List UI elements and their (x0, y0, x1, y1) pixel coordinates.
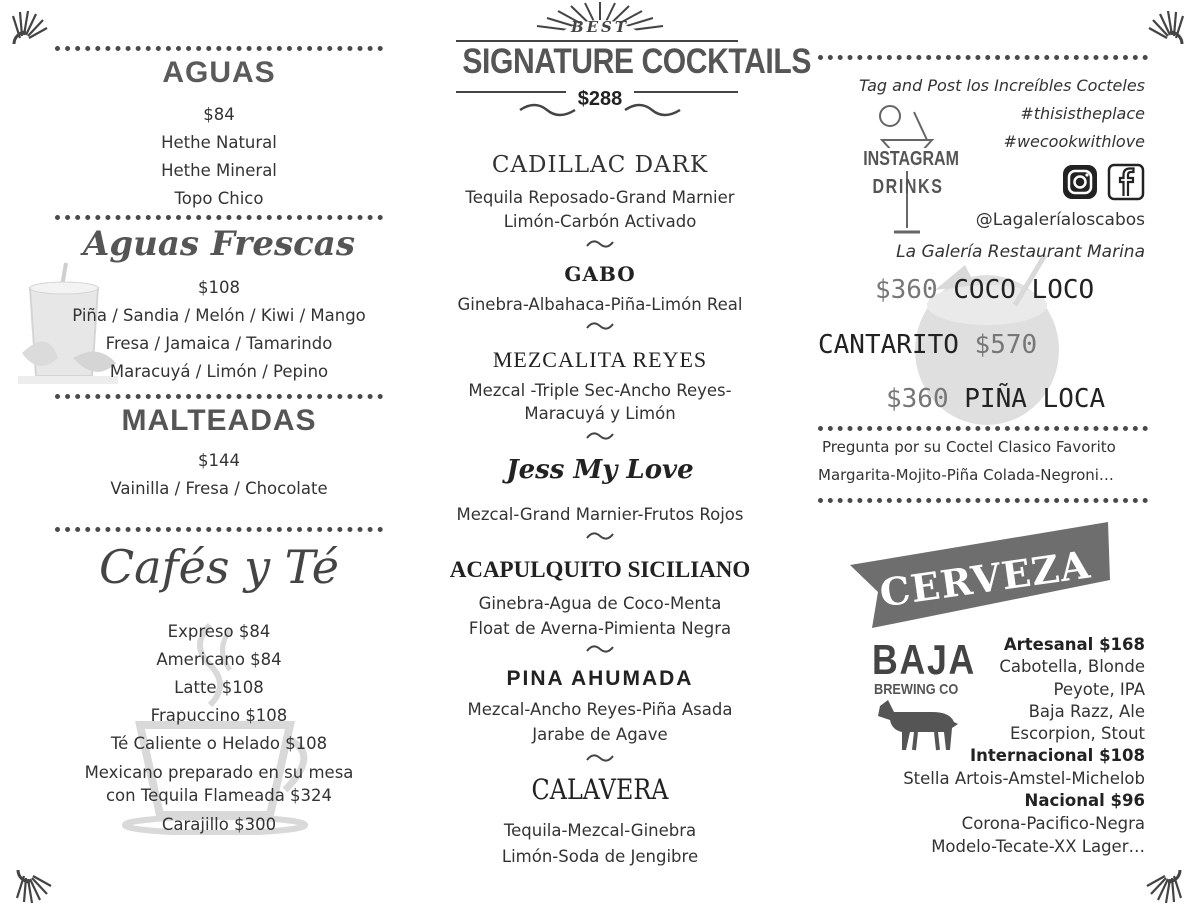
cocktail-name: ACAPULQUITO SICILIANO (449, 557, 751, 582)
cocktail-name: GABO (564, 262, 636, 286)
beer-item: Modelo-Tecate-XX Lager… (931, 837, 1145, 856)
hashtag: #wecookwithlove (1003, 132, 1145, 151)
cafes-item: Latte $108 (174, 678, 264, 697)
cocktail-desc: Limón-Soda de Jengibre (501, 847, 699, 866)
facebook-icon[interactable] (1107, 163, 1145, 201)
beer-item: Peyote, IPA (1053, 680, 1145, 699)
signature-rule-bottom (456, 91, 566, 93)
swirl-separator-icon (585, 530, 615, 542)
divider-dotted (55, 46, 383, 51)
divider-dotted (55, 394, 383, 399)
divider-dotted (818, 55, 1148, 60)
swirl-separator-icon (585, 238, 615, 250)
instagram-logo-line2: DRINKS (872, 176, 944, 198)
donkey-icon (872, 698, 964, 753)
instagram-logo-line1: INSTAGRAM (863, 148, 959, 170)
cerveza-title: CERVEZA (876, 541, 1094, 616)
signature-title: SIGNATURE COCKTAILS (462, 42, 811, 81)
aguas-item: Hethe Natural (161, 133, 277, 152)
special-name: COCO LOCO (953, 275, 1095, 305)
cocktail-name: CALAVERA (531, 773, 669, 806)
special-price: $570 (974, 330, 1038, 360)
cafes-item: con Tequila Flameada $324 (105, 786, 333, 805)
corner-ornament-top-right (1146, 8, 1186, 48)
aguas-frescas-line: Maracuyá / Limón / Pepino (109, 362, 329, 381)
clasico-line: Margarita-Mojito-Piña Colada-Negroni… (818, 466, 1114, 484)
cocktail-desc: Mezcal -Triple Sec-Ancho Reyes- (468, 381, 732, 400)
clasico-line: Pregunta por su Coctel Clasico Favorito (822, 438, 1116, 456)
cafes-item: Expreso $84 (167, 622, 271, 641)
signature-price: $288 (577, 88, 623, 110)
aguas-item: Hethe Mineral (161, 161, 277, 180)
cocktail-desc: Mezcal-Ancho Reyes-Piña Asada (467, 700, 733, 719)
cocktail-desc: Float de Averna-Pimienta Negra (468, 619, 732, 638)
corner-ornament-top-left (10, 8, 50, 48)
cafes-item: Té Caliente o Helado $108 (110, 734, 328, 753)
divider-dotted (55, 527, 383, 532)
signature-flourish-icon (515, 100, 685, 118)
beer-item: Cabotella, Blonde (999, 657, 1145, 676)
special-name: PIÑA LOCA (964, 384, 1106, 414)
beer-category-title: Internacional $108 (970, 746, 1145, 765)
cafes-item: Americano $84 (156, 650, 282, 669)
cocktail-desc: Tequila Reposado-Grand Marnier (465, 188, 735, 207)
swirl-separator-icon (585, 752, 615, 764)
swirl-separator-icon (585, 320, 615, 332)
cocktail-desc: Maracuyá y Limón (524, 404, 676, 423)
divider-dotted (55, 215, 383, 220)
cocktail-desc: Limón-Carbón Activado (503, 212, 697, 231)
special-drink (886, 384, 1105, 414)
cafes-item: Mexicano preparado en su mesa (84, 763, 354, 782)
aguas-title: AGUAS (162, 56, 276, 89)
cocktail-desc: Tequila-Mezcal-Ginebra (503, 821, 697, 840)
aguas-frescas-line: Fresa / Jamaica / Tamarindo (105, 334, 333, 353)
special-price: $360 (875, 275, 938, 305)
cocktail-name: CADILLAC DARK (491, 152, 709, 178)
beer-item: Stella Artois-Amstel-Michelob (903, 769, 1145, 788)
baja-logo-line1: BAJA (872, 636, 977, 683)
baja-logo-line2: BREWING CO (874, 681, 959, 698)
hashtag: #thisistheplace (1020, 104, 1145, 123)
malteadas-price: $144 (198, 451, 240, 470)
signature-rule-bottom (634, 91, 738, 93)
swirl-separator-icon (585, 643, 615, 655)
beer-category (1004, 634, 1145, 657)
special-price: $360 (886, 384, 949, 414)
beer-item: Baja Razz, Ale (1028, 702, 1145, 721)
cafes-title: Cafés y Té (98, 540, 340, 594)
special-name: CANTARITO (818, 330, 959, 360)
beer-item: Escorpion, Stout (1009, 724, 1145, 743)
beer-category-title: Nacional $96 (1024, 791, 1145, 810)
instagram-tagline: Tag and Post los Increíbles Cocteles (858, 76, 1145, 95)
restaurant-name: La Galería Restaurant Marina (896, 242, 1145, 262)
cafes-item: Carajillo $300 (161, 815, 277, 834)
signature-badge: BEST (570, 18, 630, 36)
cocktail-name: PINA AHUMADA (506, 667, 694, 690)
aguas-frescas-title: Aguas Frescas (83, 224, 355, 264)
aguas-item: Topo Chico (174, 189, 264, 208)
cocktail-desc: Mezcal-Grand Marnier-Frutos Rojos (456, 505, 744, 524)
cocktail-name: MEZCALITA REYES (492, 347, 708, 372)
cocktail-desc: Jarabe de Agave (532, 725, 668, 744)
cocktail-desc: Ginebra-Albahaca-Piña-Limón Real (457, 295, 743, 314)
special-drink (875, 275, 1094, 305)
aguas-frescas-line: Piña / Sandia / Melón / Kiwi / Mango (72, 306, 366, 325)
instagram-handle: @Lagaleríaloscabos (975, 210, 1145, 230)
malteadas-line: Vainilla / Fresa / Chocolate (110, 479, 328, 498)
beer-category-title: Artesanal $168 (1003, 635, 1145, 654)
beer-item: Corona-Pacifico-Negra (961, 814, 1145, 833)
beer-category (970, 745, 1145, 768)
swirl-separator-icon (585, 430, 615, 442)
divider-dotted (818, 498, 1148, 503)
malteadas-title: MALTEADAS (121, 404, 317, 437)
corner-ornament-bottom-left (14, 866, 54, 906)
special-drink (818, 330, 1037, 360)
divider-dotted (818, 426, 1148, 431)
aguas-price: $84 (203, 105, 235, 124)
cocktail-desc: Ginebra-Agua de Coco-Menta (478, 594, 722, 613)
instagram-icon[interactable] (1061, 163, 1099, 201)
beer-category (1025, 790, 1145, 813)
cafes-item: Frapuccino $108 (150, 706, 288, 725)
cocktail-name: Jess My Love (506, 455, 694, 485)
corner-ornament-bottom-right (1144, 866, 1184, 906)
aguas-frescas-price: $108 (198, 278, 240, 297)
